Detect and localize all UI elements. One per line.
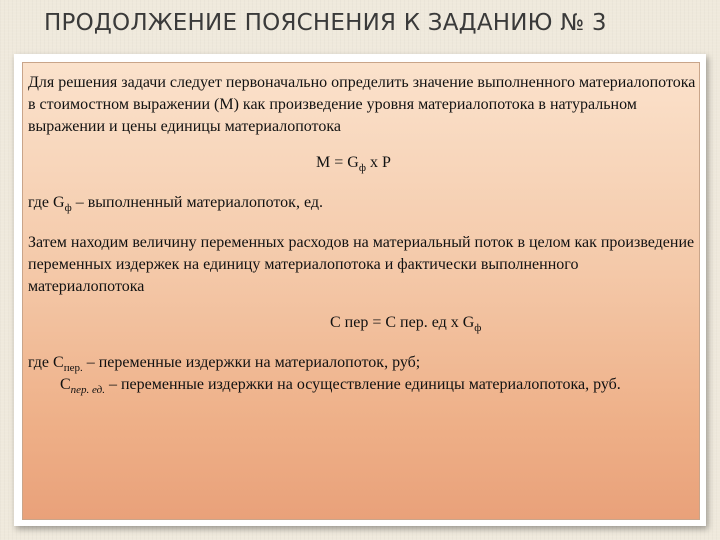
- where1-rest: – выполненный материалопоток, ед.: [71, 194, 323, 211]
- where2-line1-subscript: пер.: [63, 362, 83, 374]
- formula-material-flow: [28, 152, 696, 174]
- where2-line1-rest: – переменные издержки на материалопоток, руб;: [82, 354, 421, 371]
- where1-prefix: где G: [28, 194, 65, 211]
- slide-title: ПРОДОЛЖЕНИЕ ПОЯСНЕНИЯ К ЗАДАНИЮ № 3: [44, 10, 607, 36]
- where1-subscript: ф: [64, 202, 72, 214]
- then-paragraph: Затем находим величину переменных расходов на материальный поток в целом как произведение переменных издержек на единицу материалопотока и фактически выполненного материалопотока: [28, 234, 695, 295]
- formula2-subscript: ф: [474, 322, 482, 334]
- formula1-subscript: ф: [358, 162, 366, 174]
- formula1-lhs: M = G: [316, 154, 359, 171]
- formula2-lhs: C пер = C пер. ед х G: [330, 314, 475, 331]
- where-gf-definition: [28, 192, 696, 214]
- where2-line2-rest: – переменные издержки на осуществление единицы материалопотока, руб.: [104, 376, 621, 393]
- where-cper-definition: [28, 352, 696, 396]
- where2-line2-prefix: С: [60, 376, 71, 393]
- explanation-body: [28, 72, 696, 396]
- where2-line1-prefix: где С: [28, 354, 64, 371]
- formula1-rhs: x P: [365, 154, 391, 171]
- formula-variable-costs: [28, 312, 696, 334]
- intro-paragraph: Для решения задачи следует первоначально определить значение выполненного материалопотока в стоимостном выражении (М) как произведение уровня материалопотока в натуральном выражении и цены единицы материалопотока: [28, 74, 696, 135]
- where2-line2-subscript: пер. ед.: [70, 384, 105, 396]
